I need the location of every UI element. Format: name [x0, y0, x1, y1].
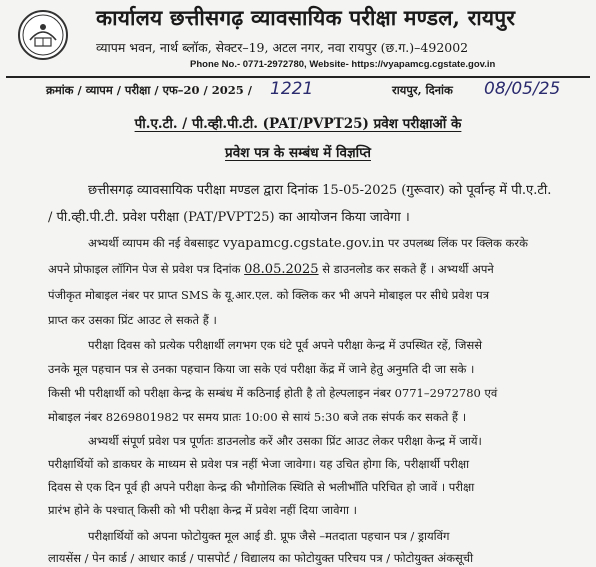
- paragraph-2-line-1: अभ्यर्थी व्यापम की नई वेबसाइट vyapamcg.cgstate.gov.in पर उपलब्ध लिंक पर क्लिक करके: [88, 236, 528, 251]
- paragraph-4-line-2: परीक्षार्थियों को डाकघर के माध्यम से प्रवेश पत्र नहीं भेजा जावेगा। यह उचित होगा कि, परीक्षार्थी परीक्षा: [48, 457, 470, 471]
- paragraph-5-line-1: परीक्षार्थियों को अपना फोटोयुक्त मूल आई डी. प्रूफ जैसे –मतदाता पहचान पत्र / ड्रायविंग: [88, 529, 450, 543]
- letterhead: [0, 0, 596, 80]
- organization-title: कार्यालय छत्तीसगढ़ व्यावसायिक परीक्षा मण्डल, रायपुर: [96, 5, 516, 30]
- notice-title-line-2: प्रवेश पत्र के सम्बंध में विज्ञप्ति: [225, 145, 371, 161]
- paragraph-4-line-4: प्रारंभ होने के पश्चात् किसी को भी परीक्षा केन्द्र में प्रवेश नहीं दिया जावेगा ।: [48, 503, 357, 517]
- website-link[interactable]: vyapamcg.cgstate.gov.in: [222, 236, 385, 251]
- paragraph-3-line-3: किसी भी परीक्षार्थी को परीक्षा केन्द्र के सम्बंध में कठिनाई होती है तो हेल्पलाइन नंबर 0771–2972780 एवं: [48, 386, 498, 400]
- paragraph-3-line-2: उनके मूल पहचान पत्र से उनका पहचान किया जा सके एवं परीक्षा केंद्र में जाने हेतु अनुमति दी जा सके ।: [48, 362, 475, 376]
- date-value: 08/05/25: [484, 79, 561, 99]
- organization-address: व्यापम भवन, नार्थ ब्लॉक, सेक्टर–19, अटल नगर, नवा रायपुर (छ.ग.)–492002: [96, 40, 469, 55]
- paragraph-5-line-2: लायसेंस / पेन कार्ड / आधार कार्ड / पासपोर्ट / विद्यालय का फोटोयुक्त परिचय पत्र / फोटोयुक्त अंकसूची: [48, 551, 474, 565]
- organization-contact: Phone No.- 0771-2972780, Website- https://vyapamcg.cgstate.gov.in: [190, 59, 496, 70]
- header-divider: [6, 76, 590, 78]
- reference-label: क्रमांक / व्यापम / परीक्षा / एफ–20 / 2025 /: [46, 83, 252, 97]
- paragraph-2-line-2: अपने प्रोफाइल लॉगिन पेज से प्रवेश पत्र दिनांक 08.05.2025 से डाउनलोड कर सकते हैं । अभ्यर्थी अपने: [48, 262, 494, 277]
- vyapam-logo-icon: [18, 10, 68, 60]
- notice-title-line-1: पी.ए.टी. / पी.व्ही.पी.टी. (PAT/PVPT25) प्रवेश परीक्षाओं के: [134, 116, 462, 132]
- date-label: रायपुर, दिनांक: [392, 83, 453, 97]
- paragraph-3-line-1: परीक्षा दिवस को प्रत्येक परीक्षार्थी लगभग एक घंटे पूर्व अपने परीक्षा केन्द्र में उपस्थित रहें, जिससे: [88, 338, 483, 352]
- paragraph-2-line-4: प्राप्त कर उसका प्रिंट आउट ले सकते हैं ।: [48, 313, 217, 327]
- reference-line: [0, 80, 596, 102]
- paragraph-4-line-1: अभ्यर्थी संपूर्ण प्रवेश पत्र पूर्णतः डाउनलोड करें और उसका प्रिंट आउट लेकर परीक्षा केन्द्र में जायें।: [88, 434, 482, 448]
- paragraph-3-line-4: मोबाइल नंबर 8269801982 पर समय प्रातः 10:00 से सायं 5:30 बजे तक संपर्क कर सकते हैं ।: [48, 410, 467, 424]
- download-date: 08.05.2025: [244, 262, 319, 277]
- reference-number: 1221: [270, 79, 314, 99]
- paragraph-2-line-3: पंजीकृत मोबाइल नंबर पर प्राप्त SMS के यू.आर.एल. को क्लिक कर भी अपने मोबाइल पर सीधे प्रवेश पत्र: [48, 288, 490, 302]
- paragraph-4-line-3: दिवस से एक दिन पूर्व ही अपने परीक्षा केन्द्र की भौगोलिक स्थिति से भलीभाँति परिचित हो जावें । परीक्षा: [48, 480, 475, 494]
- paragraph-1-line-1: छत्तीसगढ़ व्यावसायिक परीक्षा मण्डल द्वारा दिनांक 15-05-2025 (गुरूवार) को पूर्वान्ह में पी.ए.टी.: [88, 183, 552, 198]
- paragraph-1-line-2: / पी.व्ही.पी.टी. प्रवेश परीक्षा (PAT/PVPT25) का आयोजन किया जावेगा ।: [48, 210, 410, 225]
